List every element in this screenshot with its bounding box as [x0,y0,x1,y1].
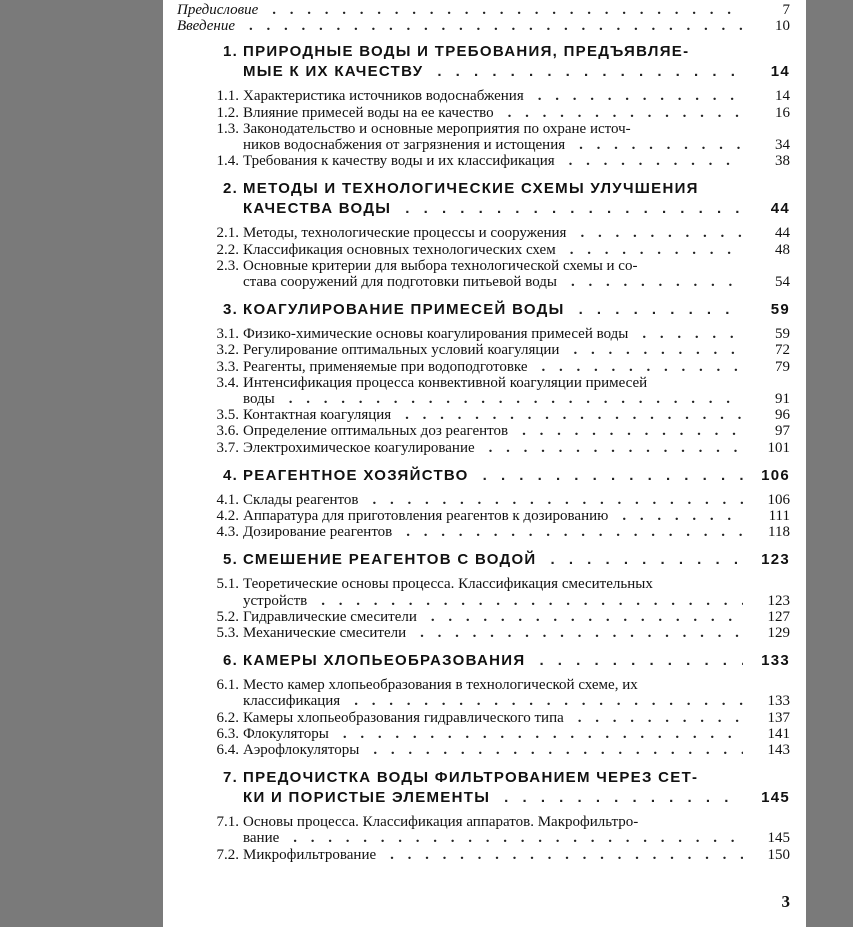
section-number: 3.1. [216,326,239,343]
section-page: 137 [767,709,790,726]
section-title: воды [243,391,275,407]
section-page: 143 [767,742,790,758]
chapter-number: 4. [223,466,239,484]
section-page: 44 [775,225,790,242]
chapter-page: 14 [770,63,790,81]
chapter-number: 1. [223,43,239,61]
section-number: 5.1. [216,576,239,593]
section-title: Теоретические основы процесса. Классификация смесительных [243,576,653,593]
chapter-number: 5. [223,551,239,569]
section-title: Регулирование оптимальных условий коагуляции [243,342,560,359]
section-page: 48 [775,241,790,258]
section-title: Склады реагентов [243,491,359,508]
section-number: 4.3. [216,524,239,541]
section-number: 1.2. [216,104,239,121]
section-page: 141 [767,725,790,742]
section-number: 5.2. [216,608,239,625]
dot-leader [372,492,743,508]
section-number: 6.4. [216,742,239,758]
section-number: 2.1. [216,225,239,242]
section-page: 111 [768,508,790,524]
dot-leader [420,625,743,641]
dot-leader [569,153,743,169]
dot-leader [321,593,743,609]
dot-leader [504,790,743,806]
front-page: 7 [782,2,790,18]
dot-leader [580,225,743,241]
section-number: 1.3. [216,120,239,137]
section-page: 101 [767,439,790,456]
section-title: вание [243,830,280,847]
section-title: Дозирование реагентов [243,524,393,541]
section-title: классификация [243,693,341,710]
section-title: Камеры хлопьеобразования гидравлического типа [243,709,564,726]
dot-leader [579,302,743,318]
section-number: 4.1. [216,491,239,508]
book-page [163,0,806,927]
chapter-title: МЕТОДЫ И ТЕХНОЛОГИЧЕСКИЕ СХЕМЫ УЛУЧШЕНИЯ [243,180,699,198]
section-title: Определение оптимальных доз реагентов [243,423,509,440]
dot-leader [405,201,743,217]
section-title: Методы, технологические процессы и сооружения [243,225,567,242]
dot-leader [483,468,743,484]
section-title: Аэрофлокуляторы [243,742,360,758]
section-number: 7.1. [216,814,239,831]
section-page: 127 [767,608,790,625]
dot-leader [642,326,743,342]
section-title: Место камер хлопьеобразования в технологической схеме, их [243,677,638,694]
section-title: Механические смесители [243,625,407,641]
section-page: 129 [767,625,790,641]
dot-leader [373,742,743,758]
dot-leader [390,847,743,863]
section-title: Флокуляторы [243,725,329,742]
section-number: 2.2. [216,241,239,258]
section-page: 59 [775,326,790,343]
dot-leader [289,391,743,407]
section-number: 6.1. [216,677,239,694]
chapter-number: 2. [223,180,239,198]
dot-leader [578,710,743,726]
section-title: Основы процесса. Классификация аппаратов. Макрофильтро- [243,814,639,831]
dot-leader [570,242,743,258]
section-page: 16 [775,104,790,121]
section-title: Влияние примесей воды на ее качество [243,104,494,121]
section-title: Характеристика источников водоснабжения [243,88,524,105]
section-title: Реагенты, применяемые при водоподготовке [243,358,528,375]
front-title: Введение [177,18,235,35]
dot-leader [579,137,743,153]
section-title: става сооружений для подготовки питьевой воды [243,274,557,290]
section-title: Классификация основных технологических схем [243,241,556,258]
dot-leader [406,524,743,540]
section-title: Физико-химические основы коагулирования примесей воды [243,326,629,343]
section-title: Основные критерии для выбора технологической схемы и со- [243,257,638,274]
dot-leader [551,552,743,568]
section-title: ников водоснабжения от загрязнения и истощения [243,137,566,153]
dot-leader [293,830,743,846]
chapter-title: КИ И ПОРИСТЫЕ ЭЛЕМЕНТЫ [243,789,491,807]
chapter-title: ПРИРОДНЫЕ ВОДЫ И ТРЕБОВАНИЯ, ПРЕДЪЯВЛЯЕ- [243,43,690,61]
dot-leader [538,88,743,104]
section-title: Интенсификация процесса конвективной коагуляции примесей [243,374,648,391]
page-number: 3 [781,892,790,911]
chapter-title: ПРЕДОЧИСТКА ВОДЫ ФИЛЬТРОВАНИЕМ ЧЕРЕЗ СЕТ- [243,769,699,787]
section-number: 3.6. [216,423,239,440]
dot-leader [354,693,743,709]
front-title: Предисловие [177,2,259,18]
section-title: Гидравлические смесители [243,608,417,625]
dot-leader [541,359,743,375]
dot-leader [405,407,743,423]
section-title: Контактная коагуляция [243,407,392,424]
section-number: 4.2. [216,508,239,524]
chapter-title: КАМЕРЫ ХЛОПЬЕОБРАЗОВАНИЯ [243,652,526,670]
chapter-title: СМЕШЕНИЕ РЕАГЕНТОВ С ВОДОЙ [243,551,537,569]
section-page: 54 [775,274,790,290]
dot-leader [437,64,743,80]
section-page: 133 [767,693,790,710]
chapter-title: МЫЕ К ИХ КАЧЕСТВУ [243,63,424,81]
section-page: 91 [775,391,790,407]
section-page: 14 [775,88,790,105]
section-page: 145 [767,830,790,847]
chapter-title: КАЧЕСТВА ВОДЫ [243,200,392,218]
section-number: 6.2. [216,709,239,726]
chapter-number: 6. [223,652,239,670]
dot-leader [343,726,743,742]
chapter-title: КОАГУЛИРОВАНИЕ ПРИМЕСЕЙ ВОДЫ [243,301,565,319]
chapter-page: 145 [761,789,790,807]
chapter-page: 106 [761,466,790,484]
section-title: Аппаратура для приготовления реагентов к дозированию [243,508,609,524]
section-number: 1.4. [216,153,239,170]
section-number: 2.3. [216,257,239,274]
section-page: 118 [768,524,790,541]
section-title: Требования к качеству воды и их классификация [243,153,555,170]
section-number: 1.1. [216,88,239,105]
section-title: устройств [243,592,308,609]
dot-leader [573,342,743,358]
chapter-title: РЕАГЕНТНОЕ ХОЗЯЙСТВО [243,466,469,484]
section-page: 123 [767,592,790,609]
dot-leader [522,423,743,439]
section-page: 38 [775,153,790,170]
chapter-number: 3. [223,301,239,319]
section-number: 6.3. [216,725,239,742]
dot-leader [489,440,743,456]
section-page: 97 [775,423,790,440]
section-number: 3.4. [216,374,239,391]
dot-leader [431,609,743,625]
dot-leader [622,508,743,524]
section-number: 7.2. [216,846,239,863]
section-page: 72 [775,342,790,359]
section-page: 96 [775,407,790,424]
front-page: 10 [775,18,790,35]
section-number: 5.3. [216,625,239,641]
dot-leader [539,653,743,669]
section-page: 150 [767,846,790,863]
chapter-page: 123 [761,551,790,569]
dot-leader [508,105,743,121]
dot-leader [249,18,743,34]
section-number: 3.2. [216,342,239,359]
chapter-page: 133 [761,652,790,670]
section-number: 3.5. [216,407,239,424]
chapter-page: 59 [770,301,790,319]
dot-leader [272,2,743,18]
dot-leader [571,274,743,290]
section-title: Электрохимическое коагулирование [243,439,475,456]
section-page: 106 [767,491,790,508]
section-title: Микрофильтрование [243,846,377,863]
section-number: 3.7. [216,439,239,456]
section-page: 34 [775,137,790,153]
chapter-number: 7. [223,769,239,787]
section-page: 79 [775,358,790,375]
section-number: 3.3. [216,358,239,375]
section-title: Законодательство и основные мероприятия по охране источ- [243,120,631,137]
chapter-page: 44 [770,200,790,218]
